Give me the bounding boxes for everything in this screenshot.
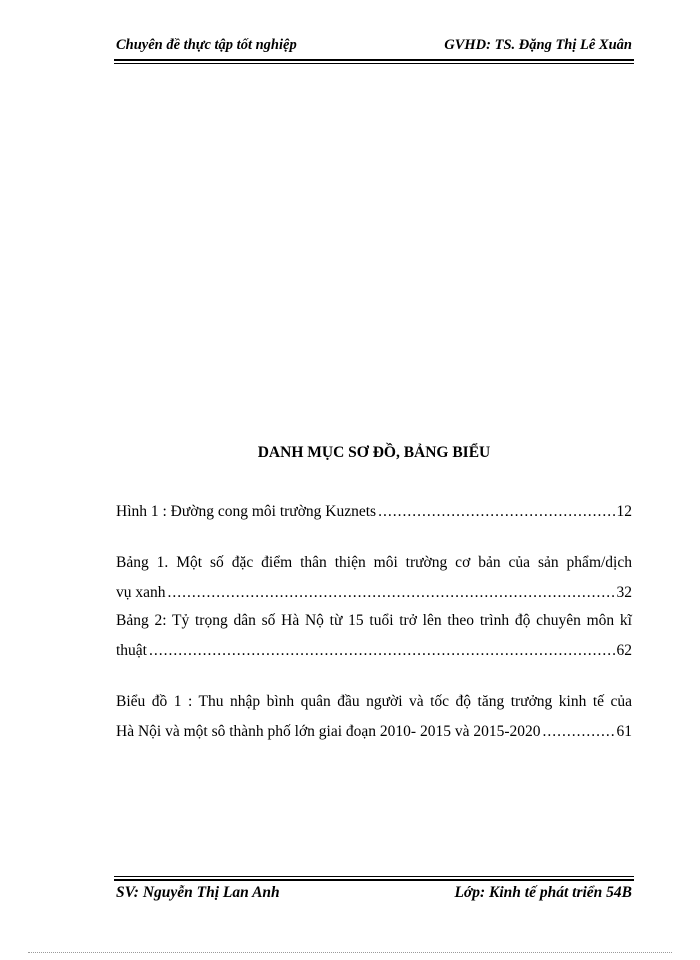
toc-entry-text: Bảng 2: Tỷ trọng dân số Hà Nộ từ 15 tuổi trở lên theo trình độ chuyên môn kĩ <box>116 612 632 629</box>
page-title: DANH MỤC SƠ ĐỒ, BẢNG BIỂU <box>257 444 491 461</box>
toc-line <box>116 612 632 642</box>
toc-page-number: 12 <box>616 503 632 520</box>
header-rule-thin <box>114 63 634 64</box>
toc-line <box>116 642 632 672</box>
page-header <box>114 33 634 57</box>
footer-rule-thick <box>114 879 634 881</box>
page-bottom-border <box>28 952 672 953</box>
toc-line <box>116 584 632 614</box>
toc-entry-text-cont: Hà Nội và một sô thành phố lớn giai đoạn 2010- 2015 và 2015-2020 <box>116 723 541 740</box>
dot-leader <box>168 584 615 602</box>
toc-entry-text: Hình 1 : Đường cong môi trường Kuznets <box>116 503 377 520</box>
toc-line <box>116 503 632 533</box>
footer-class: Lớp: Kinh tế phát triển 54B <box>454 884 632 901</box>
toc-entry-table-1 <box>116 554 632 614</box>
toc-page-number: 62 <box>616 642 632 659</box>
toc-page-number: 32 <box>616 584 632 601</box>
header-topic: Chuyên đề thực tập tốt nghiệp <box>116 37 297 53</box>
header-supervisor: GVHD: TS. Đặng Thị Lê Xuân <box>444 37 632 53</box>
header-rule-thick <box>114 59 634 61</box>
toc-page-number: 61 <box>616 723 632 740</box>
toc-entry-text: Bảng 1. Một số đặc điểm thân thiện môi trường cơ bản của sản phẩm/dịch <box>116 554 632 571</box>
toc-entry-text-cont: thuật <box>116 642 147 659</box>
toc-entry-figure-1 <box>116 503 632 533</box>
toc-line <box>116 693 632 723</box>
dot-leader <box>543 723 615 741</box>
toc-line <box>116 554 632 584</box>
toc-entry-text-cont: vụ xanh <box>116 584 166 601</box>
dot-leader <box>378 503 614 521</box>
toc-entry-table-2 <box>116 612 632 672</box>
toc-entry-chart-1 <box>116 693 632 753</box>
dot-leader <box>149 642 615 660</box>
toc-line <box>116 723 632 753</box>
toc-entry-text: Biểu đồ 1 : Thu nhập bình quân đầu người và tốc độ tăng trưởng kinh tế của <box>116 693 632 710</box>
footer-student: SV: Nguyễn Thị Lan Anh <box>116 884 280 901</box>
footer-rule-thin <box>114 876 634 877</box>
